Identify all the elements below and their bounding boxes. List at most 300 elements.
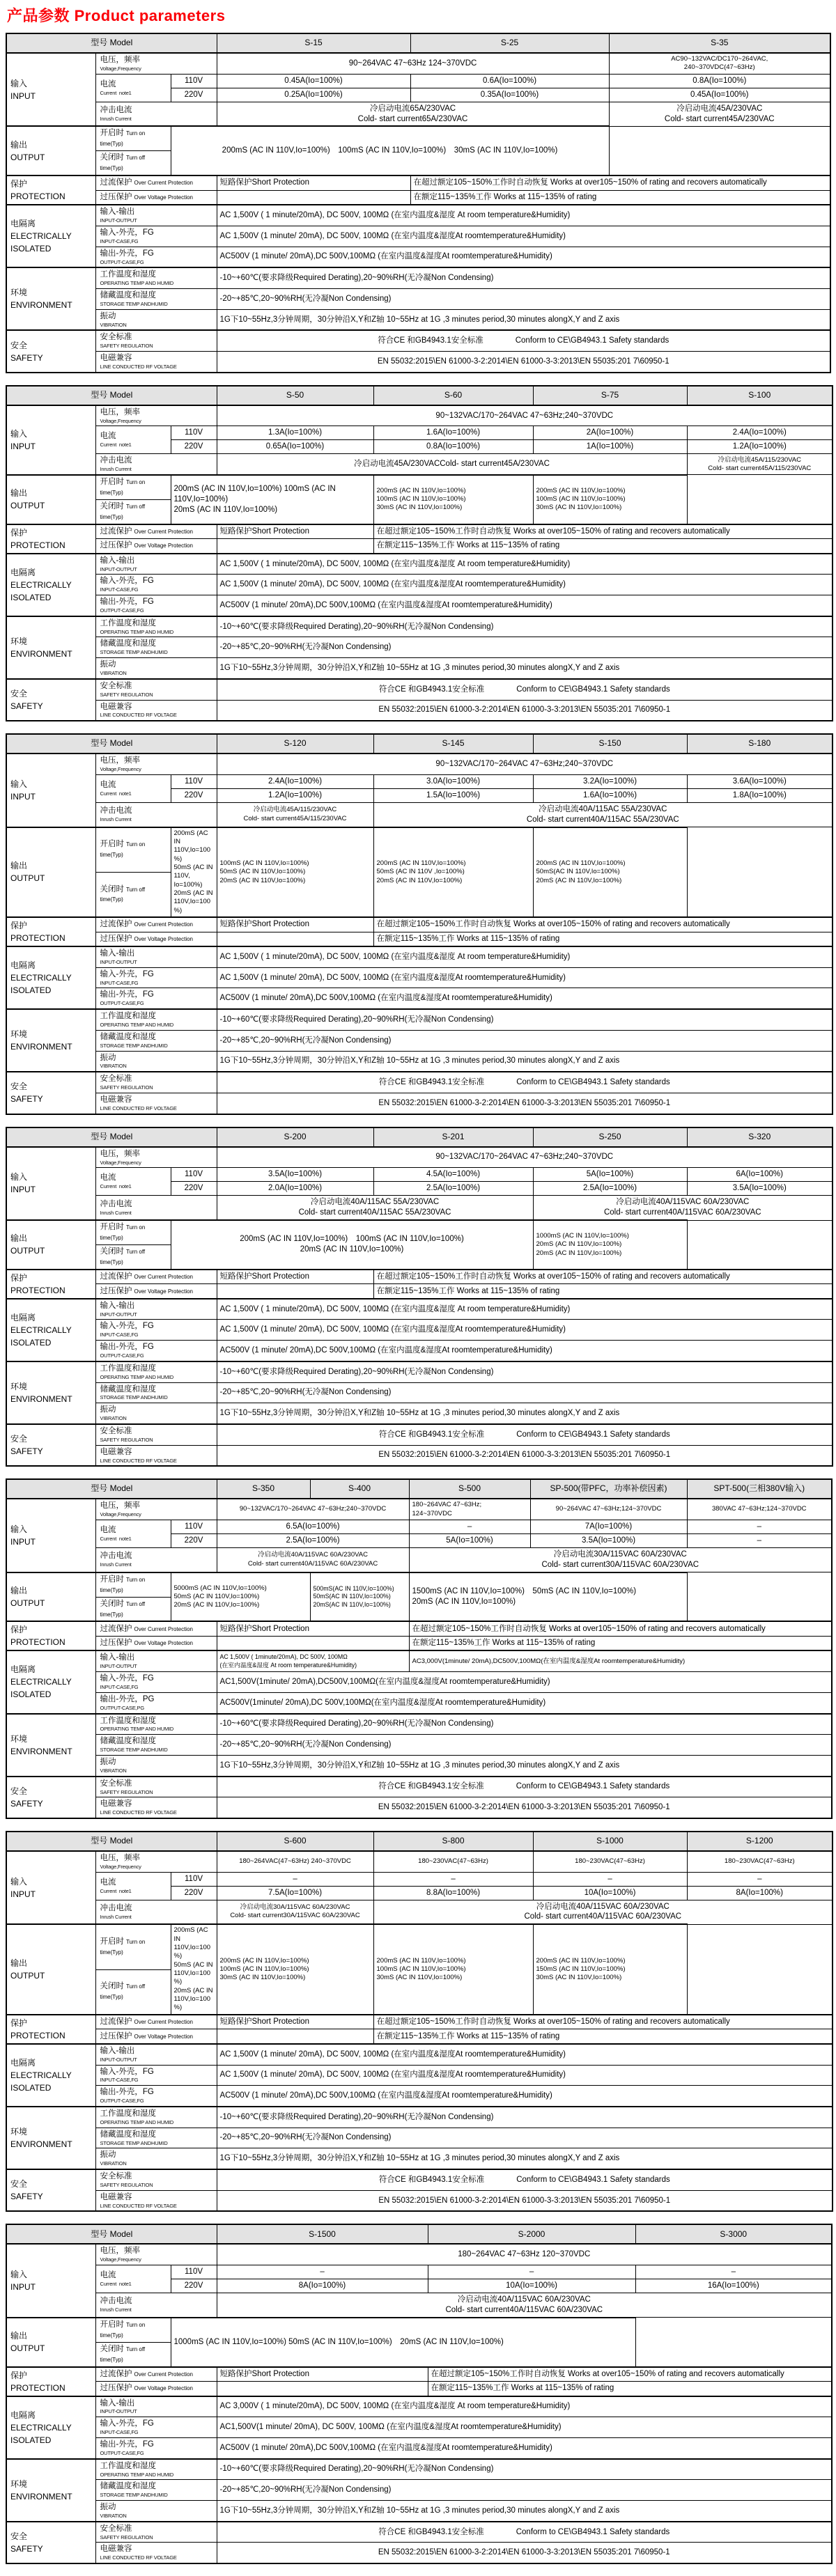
s-ic-cell: 输入-外壳，FG INPUT-CASE,FG bbox=[95, 1320, 217, 1341]
s-vf-cell: 电压，频率 Voltage,Frequency bbox=[95, 754, 217, 774]
value-cell: 5A(Io=100%) bbox=[409, 1533, 530, 1547]
s-off-cell: 关闭时 Turn off time(Typ) bbox=[95, 151, 171, 175]
iso-ic-cell: AC 1,500V (1 minute/ 20mA), DC 500V, 100MΩ (在室内温度&湿度At roomtemperature&Humidity) bbox=[217, 1320, 833, 1341]
ovp2-cell: 在额定115~135%工作 Works at 115~135% of rating bbox=[373, 932, 833, 946]
model-header: S-201 bbox=[373, 1127, 533, 1147]
s-110-cell: 110V bbox=[171, 2265, 217, 2279]
model-header: S-150 bbox=[533, 734, 687, 754]
s-oth-cell: 工作温度和湿度 OPERATING TEMP AND HUMID bbox=[95, 1009, 217, 1030]
value-cell: 1000mS (AC IN 110V,Io=100%) 50mS (AC IN 110V,Io=100%) 20mS (AC IN 110V,Io=100%) bbox=[171, 2318, 635, 2367]
g-prot-cell: 保护 PROTECTION bbox=[6, 2015, 95, 2044]
s-oc-cell: 输出-外壳，FG OUTPUT-CASE,FG bbox=[95, 1341, 217, 1361]
value-cell: AC500V (1 minute/ 20mA),DC 500V,100MΩ (在室内温度&湿度At roomtemperature&Humidity) bbox=[217, 2437, 832, 2458]
env-vib-cell: 1G下10~55Hz,3分钟周期，30分钟沿X,Y和Z轴 10~55Hz at 1G ,3 minutes period,30 minutes alongX,Y and Z axis bbox=[217, 2500, 832, 2521]
s-on-cell: 开启时 Turn on time(Typ) bbox=[95, 1572, 171, 1597]
g-iso-cell: 电隔离 ELECTRICALLY ISOLATED bbox=[6, 205, 95, 267]
s-sr-cell: 安全标准 SAFETY REGULATION bbox=[95, 679, 217, 700]
model-header: S-1000 bbox=[533, 1832, 687, 1851]
safe-emc-cell: EN 55032:2015\EN 61000-3-2:2014\EN 61000-3-3:2013\EN 55035:201 7\60950-1 bbox=[217, 2190, 833, 2211]
s-ic-cell: 输入-外壳，FG INPUT-CASE,FG bbox=[95, 1672, 217, 1693]
iso-io-cell: AC 1,500V ( 1 minute/20mA), DC 500V, 100MΩ (在室内温度&湿度 At room temperature&Humidity) bbox=[217, 1299, 833, 1320]
s-ovp-cell: 过压保护 Over Voltage Protection bbox=[95, 190, 217, 205]
s-cur-cell: 电流 Current note1 bbox=[95, 1520, 171, 1547]
s-oc-cell: 输出-外壳，FG OUTPUT-CASE,FG bbox=[95, 988, 217, 1009]
s-220-cell: 220V bbox=[171, 440, 217, 454]
s-ocp-cell: 过流保护 Over Current Protection bbox=[95, 1270, 217, 1284]
s-vib-cell: 振动 VIBRATION bbox=[95, 1755, 217, 1776]
s-cur-cell: 电流 Current note1 bbox=[95, 2265, 171, 2293]
s-sr-cell: 安全标准 SAFETY REGULATION bbox=[95, 1777, 217, 1797]
s-110-cell: 110V bbox=[171, 1168, 217, 1182]
g-env-cell: 环境 ENVIRONMENT bbox=[6, 2107, 95, 2169]
value-cell: 16A(Io=100%) bbox=[635, 2279, 832, 2293]
ocp1-cell: 短路保护Short Protection bbox=[217, 2015, 373, 2029]
model-header: S-320 bbox=[687, 1127, 833, 1147]
value-cell: 2.5A(Io=100%) bbox=[217, 1533, 409, 1547]
s-ocp-cell: 过流保护 Over Current Protection bbox=[95, 2367, 217, 2382]
value-cell: 1.8A(Io=100%) bbox=[687, 788, 833, 802]
iso-oc-cell: AC500V (1 minute/ 20mA),DC 500V,100MΩ (在室内温度&湿度At roomtemperature&Humidity) bbox=[217, 247, 830, 267]
s-inr-cell: 冲击电流 Inrush Current bbox=[95, 1547, 217, 1572]
s-cur-cell: 电流 Current note1 bbox=[95, 1168, 171, 1196]
value-cell: 1A(Io=100%) bbox=[533, 440, 687, 454]
iso-oc-cell: AC500V (1 minute/ 20mA),DC 500V,100MΩ (在室内温度&湿度At roomtemperature&Humidity) bbox=[217, 595, 833, 616]
env-vib-cell: 1G下10~55Hz,3分钟周期，30分钟沿X,Y和Z轴 10~55Hz at 1G ,3 minutes period,30 minutes alongX,Y and Z axis bbox=[217, 658, 833, 679]
model-header: S-180 bbox=[687, 734, 833, 754]
value-cell: 冷启动电流40A/115VAC 60A/230VAC Cold- start current40A/115VAC 60A/230VAC bbox=[217, 1547, 409, 1572]
iso-ic-cell: AC 1,500V (1 minute/ 20mA), DC 500V, 100MΩ (在室内温度&湿度At roomtemperature&Humidity) bbox=[217, 2044, 833, 2065]
s-110-cell: 110V bbox=[171, 426, 217, 440]
model-header: S-500 bbox=[409, 1479, 530, 1499]
page-title: 产品参数 Product parameters bbox=[7, 7, 226, 24]
iso-ic-cell: AC 1,500V (1 minute/ 20mA), DC 500V, 100MΩ (在室内温度&湿度At roomtemperature&Humidity) bbox=[217, 226, 830, 247]
value-cell: 2.5A(Io=100%) bbox=[373, 1182, 533, 1196]
env-vib-cell: 1G下10~55Hz,3分钟周期，30分钟沿X,Y和Z轴 10~55Hz at 1G ,3 minutes period,30 minutes alongX,Y and Z axis bbox=[217, 1051, 833, 1072]
iso-io-cell: AC 1,500V ( 1 minute/20mA), DC 500V, 100MΩ (在室内温度&湿度 At room temperature&Humidity) bbox=[217, 205, 830, 226]
s-off-cell: 关闭时 Turn off time(Typ) bbox=[95, 1244, 171, 1269]
value-cell: 0.6A(Io=100%) bbox=[410, 74, 609, 88]
value-cell: 200mS (AC IN 110V,Io=100%) 50mS (AC IN 110V ,Io=100%) 20mS (AC IN 110V,Io=100%) bbox=[373, 827, 533, 917]
model-header: S-120 bbox=[217, 734, 373, 754]
safe-reg-cell: 符合CE 和GB4943.1安全标准 Conform to CE\GB4943.1 Safety standards bbox=[217, 2169, 833, 2190]
value-cell: AC 1,500V ( 1minute/20mA), DC 500V, 100MΩ (在室内温度&湿度 At room temperature&Humidity) bbox=[217, 1650, 409, 1671]
value-cell: 500mS(AC IN 110V,Io=100%) 50mS(AC IN 110V,Io=100%) 20mS(AC IN 110V,Io=100%) bbox=[310, 1572, 409, 1622]
s-ovp-cell: 过压保护 Over Voltage Protection bbox=[95, 932, 217, 946]
s-vib-cell: 振动 VIBRATION bbox=[95, 1051, 217, 1072]
value-cell: 3.5A(Io=100%) bbox=[217, 1168, 373, 1182]
value-cell: 2A(Io=100%) bbox=[533, 426, 687, 440]
env-st-cell: -20~+85℃,20~90%RH(无冷凝Non Condensing) bbox=[217, 637, 833, 658]
model-header: S-400 bbox=[310, 1479, 409, 1499]
s-sth-cell: 储藏温度和湿度 STORAGE TEMP ANDHUMID bbox=[95, 637, 217, 658]
s-vib-cell: 振动 VIBRATION bbox=[95, 2148, 217, 2169]
s-ic-cell: 输入-外壳，FG INPUT-CASE,FG bbox=[95, 226, 217, 247]
value-cell: 3.5A(Io=100%) bbox=[687, 1182, 833, 1196]
s-110-cell: 110V bbox=[171, 1520, 217, 1533]
s-sth-cell: 储藏温度和湿度 STORAGE TEMP ANDHUMID bbox=[95, 2480, 217, 2501]
s-vf-cell: 电压，频率 Voltage,Frequency bbox=[95, 2244, 217, 2265]
safe-emc-cell: EN 55032:2015\EN 61000-3-2:2014\EN 61000-3-3:2013\EN 55035:201 7\60950-1 bbox=[217, 700, 833, 721]
model-header: S-350 bbox=[217, 1479, 310, 1499]
value-cell: 200mS (AC IN 110V,Io=100%) 50mS(AC IN 110V,Io=100%) 20mS (AC IN 110V,Io=100%) bbox=[533, 827, 687, 917]
g-out-cell: 输出 OUTPUT bbox=[6, 1220, 95, 1270]
s-220-cell: 220V bbox=[171, 2279, 217, 2293]
safe-reg-cell: 符合CE 和GB4943.1安全标准 Conform to CE\GB4943.1 Safety standards bbox=[217, 1072, 833, 1093]
g-env-cell: 环境 ENVIRONMENT bbox=[6, 1009, 95, 1072]
iso-ic-cell: AC 1,500V (1 minute/ 20mA), DC 500V, 100MΩ (在室内温度&湿度At roomtemperature&Humidity) bbox=[217, 575, 833, 595]
value-cell: 1.6A(Io=100%) bbox=[373, 426, 533, 440]
s-oth-cell: 工作温度和湿度 OPERATING TEMP AND HUMID bbox=[95, 2459, 217, 2480]
value-cell: 0.45A(Io=100%) bbox=[217, 74, 410, 88]
s-inr-cell: 冲击电流 Inrush Current bbox=[95, 1900, 217, 1924]
env-st-cell: -20~+85℃,20~90%RH(无冷凝Non Condensing) bbox=[217, 288, 830, 309]
s-sth-cell: 储藏温度和湿度 STORAGE TEMP ANDHUMID bbox=[95, 1382, 217, 1403]
s-sth-cell: 储藏温度和湿度 STORAGE TEMP ANDHUMID bbox=[95, 1030, 217, 1051]
value-cell: 200mS (AC IN 110V,Io=100%) 100mS (AC IN 110V,Io=100%) 20mS (AC IN 110V,Io=100%) bbox=[171, 475, 373, 524]
model-header: S-3000 bbox=[635, 2224, 832, 2244]
g-env-cell: 环境 ENVIRONMENT bbox=[6, 616, 95, 679]
s-cur-cell: 电流 Current note1 bbox=[95, 426, 171, 454]
s-emc-cell: 电磁兼容 LINE CONDUCTED RF VOLTAGE bbox=[95, 2190, 217, 2211]
s-220-cell: 220V bbox=[171, 1182, 217, 1196]
g-env-cell: 环境 ENVIRONMENT bbox=[6, 1714, 95, 1777]
s-vf-cell: 电压，频率 Voltage,Frequency bbox=[95, 405, 217, 426]
safe-emc-cell: EN 55032:2015\EN 61000-3-2:2014\EN 61000-3-3:2013\EN 55035:201 7\60950-1 bbox=[217, 2543, 832, 2563]
s-io-cell: 输入-输出 INPUT-OUTPUT bbox=[95, 554, 217, 575]
g-safe-cell: 安全 SAFETY bbox=[6, 1072, 95, 1114]
s-model-cell: 型号 Model bbox=[6, 2224, 217, 2244]
spec-table-s200-s320 bbox=[6, 1127, 833, 1467]
ocp2-cell: 在超过额定105~150%工作时自动恢复 Works at over105~150% of rating and recovers automatically bbox=[410, 175, 830, 190]
value-cell: 200mS (AC IN 110V,Io=100%) 100mS (AC IN 110V,Io=100%) 30mS (AC IN 110V,Io=100%) bbox=[373, 1924, 533, 2014]
g-env-cell: 环境 ENVIRONMENT bbox=[6, 1361, 95, 1424]
value-cell: 0.45A(Io=100%) bbox=[609, 88, 830, 102]
value-cell: 10A(Io=100%) bbox=[533, 1886, 687, 1900]
model-header: S-1500 bbox=[217, 2224, 428, 2244]
spec-table-s120-s180 bbox=[6, 733, 833, 1114]
value-cell bbox=[217, 1284, 373, 1299]
s-off-cell: 关闭时 Turn off time(Typ) bbox=[95, 499, 171, 524]
ocp2-cell: 在超过额定105~150%工作时自动恢复 Works at over105~150% of rating and recovers automatically bbox=[373, 917, 833, 932]
s-io-cell: 输入-输出 INPUT-OUTPUT bbox=[95, 2044, 217, 2065]
value-cell: 3.2A(Io=100%) bbox=[533, 774, 687, 788]
ovp2-cell: 在额定115~135%工作 Works at 115~135% of rating bbox=[373, 1284, 833, 1299]
value-cell: – bbox=[687, 1872, 833, 1886]
value-cell: 5A(Io=100%) bbox=[533, 1168, 687, 1182]
s-110-cell: 110V bbox=[171, 774, 217, 788]
s-on-cell: 开启时 Turn on time(Typ) bbox=[95, 475, 171, 499]
g-env-cell: 环境 ENVIRONMENT bbox=[6, 2459, 95, 2522]
s-model-cell: 型号 Model bbox=[6, 386, 217, 405]
s-model-cell: 型号 Model bbox=[6, 734, 217, 754]
g-iso-cell: 电隔离 ELECTRICALLY ISOLATED bbox=[6, 2396, 95, 2459]
value-cell: 1000mS (AC IN 110V,Io=100%) 20mS (AC IN 110V,Io=100%) 20mS (AC IN 110V,Io=100%) bbox=[533, 1220, 687, 1270]
g-safe-cell: 安全 SAFETY bbox=[6, 2169, 95, 2211]
s-oc-cell: 输出-外壳，FG OUTPUT-CASE,FG bbox=[95, 2086, 217, 2107]
value-cell bbox=[217, 1636, 409, 1650]
safe-emc-cell: EN 55032:2015\EN 61000-3-2:2014\EN 61000-3-3:2013\EN 55035:201 7\60950-1 bbox=[217, 352, 830, 373]
g-safe-cell: 安全 SAFETY bbox=[6, 1424, 95, 1466]
env-op-cell: -10~+60℃(要求降级Required Derating),20~90%RH(无冷凝Non Condensing) bbox=[217, 616, 833, 637]
value-cell: AC3,000V(1minute/ 20mA),DC500V,100MΩ(在室内温度&湿度At roomtemperature&Humidity) bbox=[409, 1650, 832, 1671]
g-safe-cell: 安全 SAFETY bbox=[6, 330, 95, 372]
model-header: S-2000 bbox=[428, 2224, 635, 2244]
value-cell: 冷启动电流40A/115VAC 60A/230VAC Cold- start current40A/115VAC 60A/230VAC bbox=[533, 1196, 833, 1220]
ovp2-cell: 在额定115~135%工作 Works at 115~135% of rating bbox=[409, 1636, 832, 1650]
g-out-cell: 输出 OUTPUT bbox=[6, 475, 95, 524]
value-cell: 90~132VAC/170~264VAC 47~63Hz;240~370VDC bbox=[217, 1147, 833, 1168]
value-cell: 90~132VAC/170~264VAC 47~63Hz;240~370VDC bbox=[217, 1499, 409, 1520]
s-220-cell: 220V bbox=[171, 88, 217, 102]
g-prot-cell: 保护 PROTECTION bbox=[6, 1621, 95, 1650]
model-header: SPT-500(三相380V输入) bbox=[687, 1479, 832, 1499]
g-out-cell: 输出 OUTPUT bbox=[6, 1572, 95, 1622]
model-header: S-1200 bbox=[687, 1832, 833, 1851]
g-in-cell: 输入 INPUT bbox=[6, 754, 95, 827]
s-inr-cell: 冲击电流 Inrush Current bbox=[95, 102, 217, 126]
s-io-cell: 输入-输出 INPUT-OUTPUT bbox=[95, 946, 217, 967]
value-cell: 2.4A(Io=100%) bbox=[217, 774, 373, 788]
spec-table-s15-s35 bbox=[6, 33, 831, 373]
value-cell: AC1,500V(1 minute/ 20mA), DC 500V, 100MΩ (在室内温度&湿度At roomtemperature&Humidity) bbox=[217, 2417, 832, 2438]
s-off-cell: 关闭时 Turn off time(Typ) bbox=[95, 1597, 171, 1621]
value-cell: 180~230VAC(47~63Hz) bbox=[373, 1851, 533, 1872]
safe-reg-cell: 符合CE 和GB4943.1安全标准 Conform to CE\GB4943.1 Safety standards bbox=[217, 2522, 832, 2543]
env-op-cell: -10~+60℃(要求降级Required Derating),20~90%RH(无冷凝Non Condensing) bbox=[217, 1714, 832, 1735]
s-ovp-cell: 过压保护 Over Voltage Protection bbox=[95, 2029, 217, 2044]
s-sth-cell: 储藏温度和湿度 STORAGE TEMP ANDHUMID bbox=[95, 1735, 217, 1756]
s-emc-cell: 电磁兼容 LINE CONDUCTED RF VOLTAGE bbox=[95, 352, 217, 373]
value-cell: 7A(Io=100%) bbox=[530, 1520, 687, 1533]
s-inr-cell: 冲击电流 Inrush Current bbox=[95, 2293, 217, 2317]
value-cell: AC 3,000V ( 1 minute/20mA), DC 500V, 100MΩ (在室内温度&湿度 At room temperature&Humidity) bbox=[217, 2396, 832, 2417]
value-cell: 8A(Io=100%) bbox=[687, 1886, 833, 1900]
g-prot-cell: 保护 PROTECTION bbox=[6, 1270, 95, 1299]
model-header: SP-500(带PFC，功率补偿因素) bbox=[530, 1479, 687, 1499]
value-cell: – bbox=[687, 1533, 832, 1547]
s-inr-cell: 冲击电流 Inrush Current bbox=[95, 1196, 217, 1220]
g-safe-cell: 安全 SAFETY bbox=[6, 1777, 95, 1818]
value-cell: 90~132VAC/170~264VAC 47~63Hz;240~370VDC bbox=[217, 405, 833, 426]
value-cell: 8A(Io=100%) bbox=[217, 2279, 428, 2293]
ovp2-cell: 在额定115~135%工作 Works at 115~135% of rating bbox=[410, 190, 830, 205]
g-prot-cell: 保护 PROTECTION bbox=[6, 175, 95, 205]
s-emc-cell: 电磁兼容 LINE CONDUCTED RF VOLTAGE bbox=[95, 2543, 217, 2563]
iso-ic-cell: AC 1,500V (1 minute/ 20mA), DC 500V, 100MΩ (在室内温度&湿度At roomtemperature&Humidity) bbox=[217, 967, 833, 988]
value-cell: 6.5A(Io=100%) bbox=[217, 1520, 409, 1533]
value-cell: 0.65A(Io=100%) bbox=[217, 440, 373, 454]
value-cell: AC90~132VAC/DC170~264VAC, 240~370VDC(47~63Hz) bbox=[609, 53, 830, 74]
g-in-cell: 输入 INPUT bbox=[6, 1851, 95, 1924]
s-oth-cell: 工作温度和湿度 OPERATING TEMP AND HUMID bbox=[95, 267, 217, 288]
value-cell: 90~264VAC 47~63Hz 124~370VDC bbox=[217, 53, 609, 74]
spec-table-s600-s1200 bbox=[6, 1831, 833, 2212]
s-vib-cell: 振动 VIBRATION bbox=[95, 2500, 217, 2521]
env-st-cell: -20~+85℃,20~90%RH(无冷凝Non Condensing) bbox=[217, 2128, 833, 2148]
value-cell: AC500V(1minute/ 20mA),DC 500V,100MΩ(在室内温度&湿度At roomtemperature&Humidity) bbox=[217, 1692, 832, 1713]
value-cell: 1500mS (AC IN 110V,Io=100%) 50mS (AC IN 110V,Io=100%) 20mS (AC IN 110V,Io=100%) bbox=[409, 1572, 687, 1622]
s-on-cell: 开启时 Turn on time(Typ) bbox=[95, 2318, 171, 2342]
s-ocp-cell: 过流保护 Over Current Protection bbox=[95, 1621, 217, 1636]
safe-emc-cell: EN 55032:2015\EN 61000-3-2:2014\EN 61000-3-3:2013\EN 55035:201 7\60950-1 bbox=[217, 1445, 833, 1466]
g-iso-cell: 电隔离 ELECTRICALLY ISOLATED bbox=[6, 2044, 95, 2107]
value-cell: – bbox=[635, 2265, 832, 2279]
g-safe-cell: 安全 SAFETY bbox=[6, 2522, 95, 2563]
g-out-cell: 输出 OUTPUT bbox=[6, 126, 95, 175]
ocp1-cell: 短路保护Short Protection bbox=[217, 2367, 428, 2382]
g-safe-cell: 安全 SAFETY bbox=[6, 679, 95, 721]
value-cell: 0.35A(Io=100%) bbox=[410, 88, 609, 102]
value-cell: 200mS (AC IN 110V,Io=100%) 50mS (AC IN 110V,Io=100%) 20mS (AC IN 110V,Io=100%) bbox=[171, 1924, 217, 2014]
s-oc-cell: 输出-外壳，FG OUTPUT-CASE,FG bbox=[95, 2437, 217, 2458]
value-cell: 2.4A(Io=100%) bbox=[687, 426, 833, 440]
ocp1-cell: 短路保护Short Protection bbox=[217, 175, 410, 190]
s-emc-cell: 电磁兼容 LINE CONDUCTED RF VOLTAGE bbox=[95, 700, 217, 721]
env-st-cell: -20~+85℃,20~90%RH(无冷凝Non Condensing) bbox=[217, 1030, 833, 1051]
env-op-cell: -10~+60℃(要求降级Required Derating),20~90%RH(无冷凝Non Condensing) bbox=[217, 2107, 833, 2128]
value-cell: 2.0A(Io=100%) bbox=[217, 1182, 373, 1196]
s-emc-cell: 电磁兼容 LINE CONDUCTED RF VOLTAGE bbox=[95, 1093, 217, 1114]
s-cur-cell: 电流 Current note1 bbox=[95, 74, 171, 102]
env-op-cell: -10~+60℃(要求降级Required Derating),20~90%RH(无冷凝Non Condensing) bbox=[217, 2459, 832, 2480]
value-cell: 3.0A(Io=100%) bbox=[373, 774, 533, 788]
g-out-cell: 输出 OUTPUT bbox=[6, 1924, 95, 2014]
safe-emc-cell: EN 55032:2015\EN 61000-3-2:2014\EN 61000-3-3:2013\EN 55035:201 7\60950-1 bbox=[217, 1797, 832, 1818]
value-cell: 冷启动电流65A/230VAC Cold- start current65A/230VAC bbox=[217, 102, 609, 126]
s-inr-cell: 冲击电流 Inrush Current bbox=[95, 454, 217, 475]
s-220-cell: 220V bbox=[171, 788, 217, 802]
value-cell: 90~132VAC/170~264VAC 47~63Hz;240~370VDC bbox=[217, 754, 833, 774]
s-vf-cell: 电压，频率 Voltage,Frequency bbox=[95, 1147, 217, 1168]
s-ocp-cell: 过流保护 Over Current Protection bbox=[95, 2015, 217, 2029]
s-oth-cell: 工作温度和湿度 OPERATING TEMP AND HUMID bbox=[95, 1361, 217, 1382]
model-header: S-250 bbox=[533, 1127, 687, 1147]
value-cell: 380VAC 47~63Hz;124~370VDC bbox=[687, 1499, 832, 1520]
ovp2-cell: 在额定115~135%工作 Works at 115~135% of rating bbox=[373, 539, 833, 554]
g-in-cell: 输入 INPUT bbox=[6, 405, 95, 475]
s-oc-cell: 输出-外壳，FG OUTPUT-CASE,FG bbox=[95, 595, 217, 616]
value-cell: 100mS (AC IN 110V,Io=100%) 50mS (AC IN 110V,Io=100%) 20mS (AC IN 110V,Io=100%) bbox=[217, 827, 373, 917]
g-in-cell: 输入 INPUT bbox=[6, 1147, 95, 1220]
model-header: S-50 bbox=[217, 386, 373, 405]
s-ovp-cell: 过压保护 Over Voltage Protection bbox=[95, 2382, 217, 2396]
value-cell: 180~264VAC 47~63Hz 120~370VDC bbox=[217, 2244, 832, 2265]
iso-io-cell: AC 1,500V ( 1 minute/20mA), DC 500V, 100MΩ (在室内温度&湿度 At room temperature&Humidity) bbox=[217, 554, 833, 575]
iso-io-cell: AC 1,500V ( 1 minute/20mA), DC 500V, 100MΩ (在室内温度&湿度 At room temperature&Humidity) bbox=[217, 946, 833, 967]
g-out-cell: 输出 OUTPUT bbox=[6, 827, 95, 917]
ovp2-cell: 在额定115~135%工作 Works at 115~135% of rating bbox=[373, 2029, 833, 2044]
ocp2-cell: 在超过额定105~150%工作时自动恢复 Works at over105~150% of rating and recovers automatically bbox=[428, 2367, 832, 2382]
s-ic-cell: 输入-外壳，FG INPUT-CASE,FG bbox=[95, 967, 217, 988]
g-out-cell: 输出 OUTPUT bbox=[6, 2318, 95, 2367]
value-cell: 200mS (AC IN 110V,Io=100%) 100mS (AC IN 110V,Io=100%) 30mS (AC IN 110V,Io=100%) bbox=[373, 475, 533, 524]
value-cell: 200mS (AC IN 110V,Io=100%) 100mS (AC IN 110V,Io=100%) 30mS (AC IN 110V,Io=100%) bbox=[217, 1924, 373, 2014]
value-cell: – bbox=[687, 1520, 832, 1533]
env-vib-cell: 1G下10~55Hz,3分钟周期，30分钟沿X,Y和Z轴 10~55Hz at 1G ,3 minutes period,30 minutes alongX,Y and Z axis bbox=[217, 1403, 833, 1424]
s-vf-cell: 电压，频率 Voltage,Frequency bbox=[95, 1499, 217, 1520]
value-cell: 5000mS (AC IN 110V,Io=100%) 50mS (AC IN 110V,Io=100%) 20mS (AC IN 110V,Io=100%) bbox=[171, 1572, 310, 1622]
value-cell: 180~230VAC(47~63Hz) bbox=[687, 1851, 833, 1872]
ocp1-cell: 短路保护Short Protection bbox=[217, 1621, 409, 1636]
ocp2-cell: 在超过额定105~150%工作时自动恢复 Works at over105~150% of rating and recovers automatically bbox=[409, 1621, 832, 1636]
value-cell: 180~230VAC(47~63Hz) bbox=[533, 1851, 687, 1872]
value-cell: 90~264VAC 47~63Hz;124~370VDC bbox=[530, 1499, 687, 1520]
s-ic-cell: 输入-外壳，FG INPUT-CASE,FG bbox=[95, 2417, 217, 2438]
ovp2-cell: 在额定115~135%工作 Works at 115~135% of rating bbox=[428, 2382, 832, 2396]
s-sr-cell: 安全标准 SAFETY REGULATION bbox=[95, 1072, 217, 1093]
value-cell: 200mS (AC IN 110V,Io=100%) 100mS (AC IN 110V,Io=100%) 30mS (AC IN 110V,Io=100%) bbox=[533, 475, 687, 524]
s-inr-cell: 冲击电流 Inrush Current bbox=[95, 802, 217, 827]
g-iso-cell: 电隔离 ELECTRICALLY ISOLATED bbox=[6, 1650, 95, 1713]
s-ocp-cell: 过流保护 Over Current Protection bbox=[95, 175, 217, 190]
model-header: S-60 bbox=[373, 386, 533, 405]
s-sr-cell: 安全标准 SAFETY REGULATION bbox=[95, 1424, 217, 1445]
s-vib-cell: 振动 VIBRATION bbox=[95, 1403, 217, 1424]
safe-reg-cell: 符合CE 和GB4943.1安全标准 Conform to CE\GB4943.1 Safety standards bbox=[217, 1424, 833, 1445]
spec-table-s50-s100 bbox=[6, 385, 833, 722]
ocp2-cell: 在超过额定105~150%工作时自动恢复 Works at over105~150% of rating and recovers automatically bbox=[373, 1270, 833, 1284]
value-cell: 0.8A(Io=100%) bbox=[609, 74, 830, 88]
safe-reg-cell: 符合CE 和GB4943.1安全标准 Conform to CE\GB4943.1 Safety standards bbox=[217, 330, 830, 351]
value-cell: – bbox=[373, 1872, 533, 1886]
s-ocp-cell: 过流保护 Over Current Protection bbox=[95, 917, 217, 932]
s-sr-cell: 安全标准 SAFETY REGULATION bbox=[95, 2169, 217, 2190]
s-off-cell: 关闭时 Turn off time(Typ) bbox=[95, 1969, 171, 2015]
s-oc-cell: 输出-外壳，FG OUTPUT-CASE,FG bbox=[95, 247, 217, 267]
s-vib-cell: 振动 VIBRATION bbox=[95, 309, 217, 330]
model-header: S-75 bbox=[533, 386, 687, 405]
model-header: S-200 bbox=[217, 1127, 373, 1147]
value-cell: 冷启动电流40A/115VAC 60A/230VAC Cold- start current40A/115VAC 60A/230VAC bbox=[217, 2293, 832, 2317]
value-cell: 10A(Io=100%) bbox=[428, 2279, 635, 2293]
value-cell: 180~264VAC 47~63Hz; 124~370VDC bbox=[409, 1499, 530, 1520]
env-vib-cell: 1G下10~55Hz,3分钟周期，30分钟沿X,Y和Z轴 10~55Hz at 1G ,3 minutes period,30 minutes alongX,Y and Z axis bbox=[217, 309, 830, 330]
ocp1-cell: 短路保护Short Protection bbox=[217, 917, 373, 932]
s-ocp-cell: 过流保护 Over Current Protection bbox=[95, 524, 217, 539]
iso-oc-cell: AC500V (1 minute/ 20mA),DC 500V,100MΩ (在室内温度&湿度At roomtemperature&Humidity) bbox=[217, 1341, 833, 1361]
value-cell: 1.5A(Io=100%) bbox=[373, 788, 533, 802]
value-cell: 3.6A(Io=100%) bbox=[687, 774, 833, 788]
s-ocpg-cell: 输出-外壳，PG OUTPUT-CASE,PG bbox=[95, 1692, 217, 1713]
value-cell bbox=[217, 932, 373, 946]
iso-oc-cell: AC500V (1 minute/ 20mA),DC 500V,100MΩ (在室内温度&湿度At roomtemperature&Humidity) bbox=[217, 2086, 833, 2107]
value-cell: 冷启动电流45A/115/230VAC Cold- start current45A/115/230VAC bbox=[687, 454, 833, 475]
value-cell: 冷启动电流30A/115VAC 60A/230VAC Cold- start current30A/115VAC 60A/230VAC bbox=[217, 1900, 373, 1924]
s-110-cell: 110V bbox=[171, 1872, 217, 1886]
s-model-cell: 型号 Model bbox=[6, 1832, 217, 1851]
value-cell: 冷启动电流40A/115AC 55A/230VAC Cold- start current40A/115AC 55A/230VAC bbox=[217, 1196, 533, 1220]
g-in-cell: 输入 INPUT bbox=[6, 2244, 95, 2317]
s-vf-cell: 电压，频率 Voltage,Frequency bbox=[95, 1851, 217, 1872]
iso-ic-cell: AC 1,500V (1 minute/ 20mA), DC 500V, 100MΩ (在室内温度&湿度At roomtemperature&Humidity) bbox=[217, 2065, 833, 2086]
model-header: S-15 bbox=[217, 33, 410, 53]
s-ovp-cell: 过压保护 Over Voltage Protection bbox=[95, 1284, 217, 1299]
g-prot-cell: 保护 PROTECTION bbox=[6, 917, 95, 946]
g-prot-cell: 保护 PROTECTION bbox=[6, 524, 95, 554]
value-cell: AC1,500V(1minute/ 20mA),DC500V,100MΩ(在室内温度&湿度At roomtemperature&Humidity) bbox=[217, 1672, 832, 1693]
value-cell: 4.5A(Io=100%) bbox=[373, 1168, 533, 1182]
value-cell: 6A(Io=100%) bbox=[687, 1168, 833, 1182]
s-on-cell: 开启时 Turn on time(Typ) bbox=[95, 1924, 171, 1969]
value-cell: 1.6A(Io=100%) bbox=[533, 788, 687, 802]
env-vib-cell: 1G下10~55Hz,3分钟周期，30分钟沿X,Y和Z轴 10~55Hz at 1G ,3 minutes period,30 minutes alongX,Y and Z axis bbox=[217, 1755, 832, 1776]
s-220-cell: 220V bbox=[171, 1886, 217, 1900]
value-cell: 1.3A(Io=100%) bbox=[217, 426, 373, 440]
safe-emc-cell: EN 55032:2015\EN 61000-3-2:2014\EN 61000-3-3:2013\EN 55035:201 7\60950-1 bbox=[217, 1093, 833, 1114]
s-sr-cell: 安全标准 SAFETY REGULATION bbox=[95, 330, 217, 351]
s-110-cell: 110V bbox=[171, 74, 217, 88]
g-env-cell: 环境 ENVIRONMENT bbox=[6, 267, 95, 330]
